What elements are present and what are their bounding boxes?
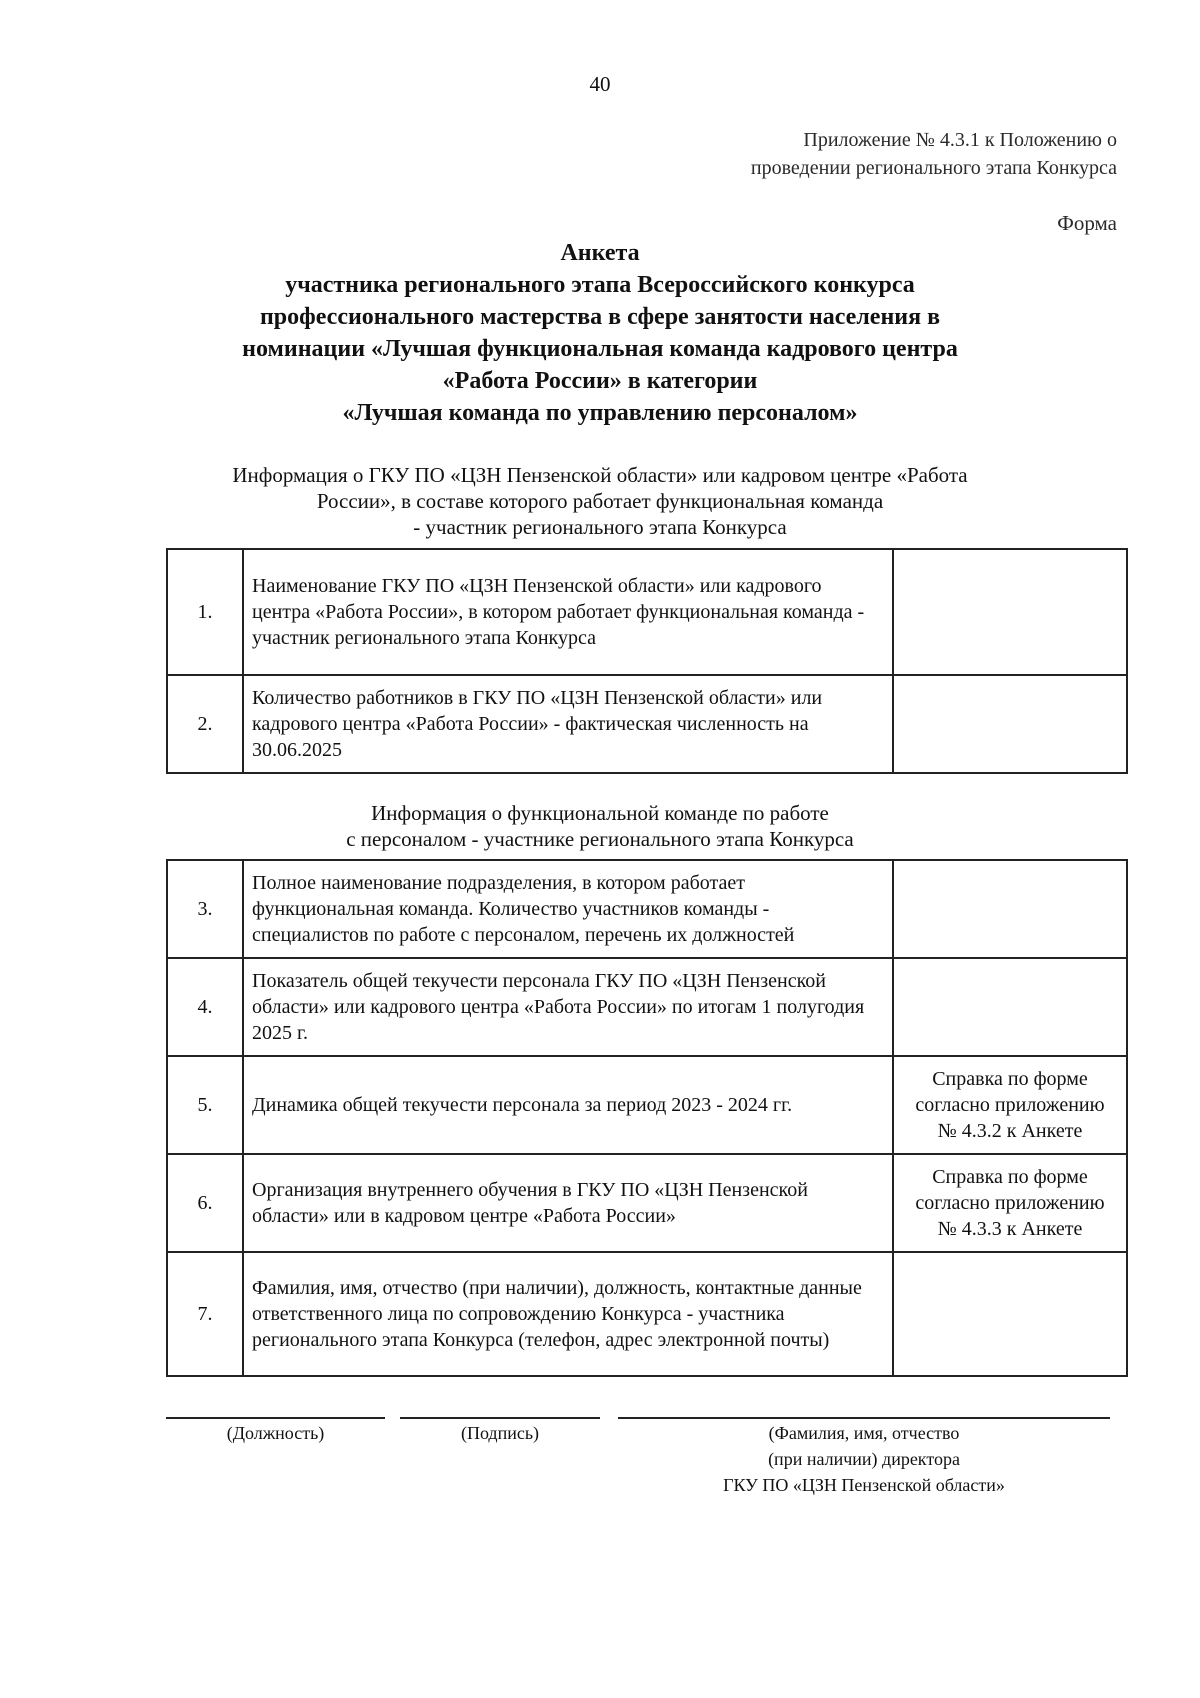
section1-heading-line-3: - участник регионального этапа Конкурса	[413, 515, 787, 539]
director-name-line-2: (при наличии) директора	[768, 1449, 960, 1469]
table-row	[167, 860, 1127, 958]
row-number: 2.	[167, 675, 243, 773]
form-label: Форма	[1057, 211, 1117, 235]
table-row	[167, 1154, 1127, 1252]
table-row	[167, 1056, 1127, 1154]
row-number: 1.	[167, 549, 243, 675]
row-description: Фамилия, имя, отчество (при наличии), должность, контактные данные ответственного лица по сопровождению Конкурса - участника регионального этапа Конкурса (телефон, адрес электронной почты)	[243, 1252, 893, 1376]
table-row	[167, 1252, 1127, 1376]
title-line-2: участника регионального этапа Всероссийского конкурса	[285, 272, 915, 298]
table-row	[167, 549, 1127, 675]
row-number: 4.	[167, 958, 243, 1056]
page-number: 40	[589, 72, 611, 96]
table-row	[167, 958, 1127, 1056]
signature-label: (Подпись)	[460, 1423, 540, 1443]
row-value-reference: Справка по форме согласно приложению № 4.3.2 к Анкете	[893, 1056, 1127, 1154]
title-line-4: номинации «Лучшая функциональная команда кадрового центра	[242, 336, 958, 362]
row-number: 5.	[167, 1056, 243, 1154]
appendix-reference	[597, 126, 1117, 182]
director-name-line-1: (Фамилия, имя, отчество	[768, 1423, 960, 1443]
title-line-6: «Лучшая команда по управлению персоналом»	[342, 400, 858, 426]
row-description: Наименование ГКУ ПО «ЦЗН Пензенской области» или кадрового центра «Работа России», в котором работает функциональная команда - участник регионального этапа Конкурса	[243, 549, 893, 675]
appendix-line-1: Приложение № 4.3.1 к Положению о	[803, 129, 1117, 151]
director-name-label	[618, 1420, 1110, 1498]
name-signature-line	[618, 1417, 1110, 1419]
signature-line	[400, 1417, 600, 1419]
section1-heading	[0, 462, 1200, 540]
row-number: 6.	[167, 1154, 243, 1252]
row-value-field[interactable]	[893, 958, 1127, 1056]
section2-heading-line-2: с персоналом - участнике регионального этапа Конкурса	[346, 827, 854, 851]
title-line-1: Анкета	[560, 240, 640, 266]
row-value-field[interactable]	[893, 675, 1127, 773]
director-name-line-3: ГКУ ПО «ЦЗН Пензенской области»	[723, 1475, 1005, 1495]
position-label: (Должность)	[226, 1423, 325, 1443]
row-description: Показатель общей текучести персонала ГКУ ПО «ЦЗН Пензенской области» или кадрового центра «Работа России» по итогам 1 полугодия 2025 г.	[243, 958, 893, 1056]
section1-heading-line-2: России», в составе которого работает функциональная команда	[316, 489, 884, 513]
row-number: 3.	[167, 860, 243, 958]
position-signature-line	[166, 1417, 385, 1419]
section1-heading-line-1: Информация о ГКУ ПО «ЦЗН Пензенской области» или кадровом центре «Работа	[232, 463, 968, 487]
section2-heading	[0, 800, 1200, 852]
team-info-table	[166, 859, 1128, 1377]
row-description: Динамика общей текучести персонала за период 2023 - 2024 гг.	[243, 1056, 893, 1154]
title-line-3: профессионального мастерства в сфере занятости населения в	[259, 304, 941, 330]
organization-info-table	[166, 548, 1128, 774]
section2-heading-line-1: Информация о функциональной команде по работе	[371, 801, 829, 825]
table-row	[167, 675, 1127, 773]
row-value-reference: Справка по форме согласно приложению № 4.3.3 к Анкете	[893, 1154, 1127, 1252]
row-number: 7.	[167, 1252, 243, 1376]
row-description: Полное наименование подразделения, в котором работает функциональная команда. Количество участников команды - специалистов по работе с персоналом, перечень их должностей	[243, 860, 893, 958]
title-line-5: «Работа России» в категории	[442, 368, 758, 394]
row-description: Организация внутреннего обучения в ГКУ ПО «ЦЗН Пензенской области» или в кадровом центре «Работа России»	[243, 1154, 893, 1252]
row-value-field[interactable]	[893, 549, 1127, 675]
document-title	[0, 237, 1200, 429]
appendix-line-2: проведении регионального этапа Конкурса	[750, 157, 1117, 179]
row-description: Количество работников в ГКУ ПО «ЦЗН Пензенской области» или кадрового центра «Работа России» - фактическая численность на 30.06.2025	[243, 675, 893, 773]
row-value-field[interactable]	[893, 1252, 1127, 1376]
row-value-field[interactable]	[893, 860, 1127, 958]
